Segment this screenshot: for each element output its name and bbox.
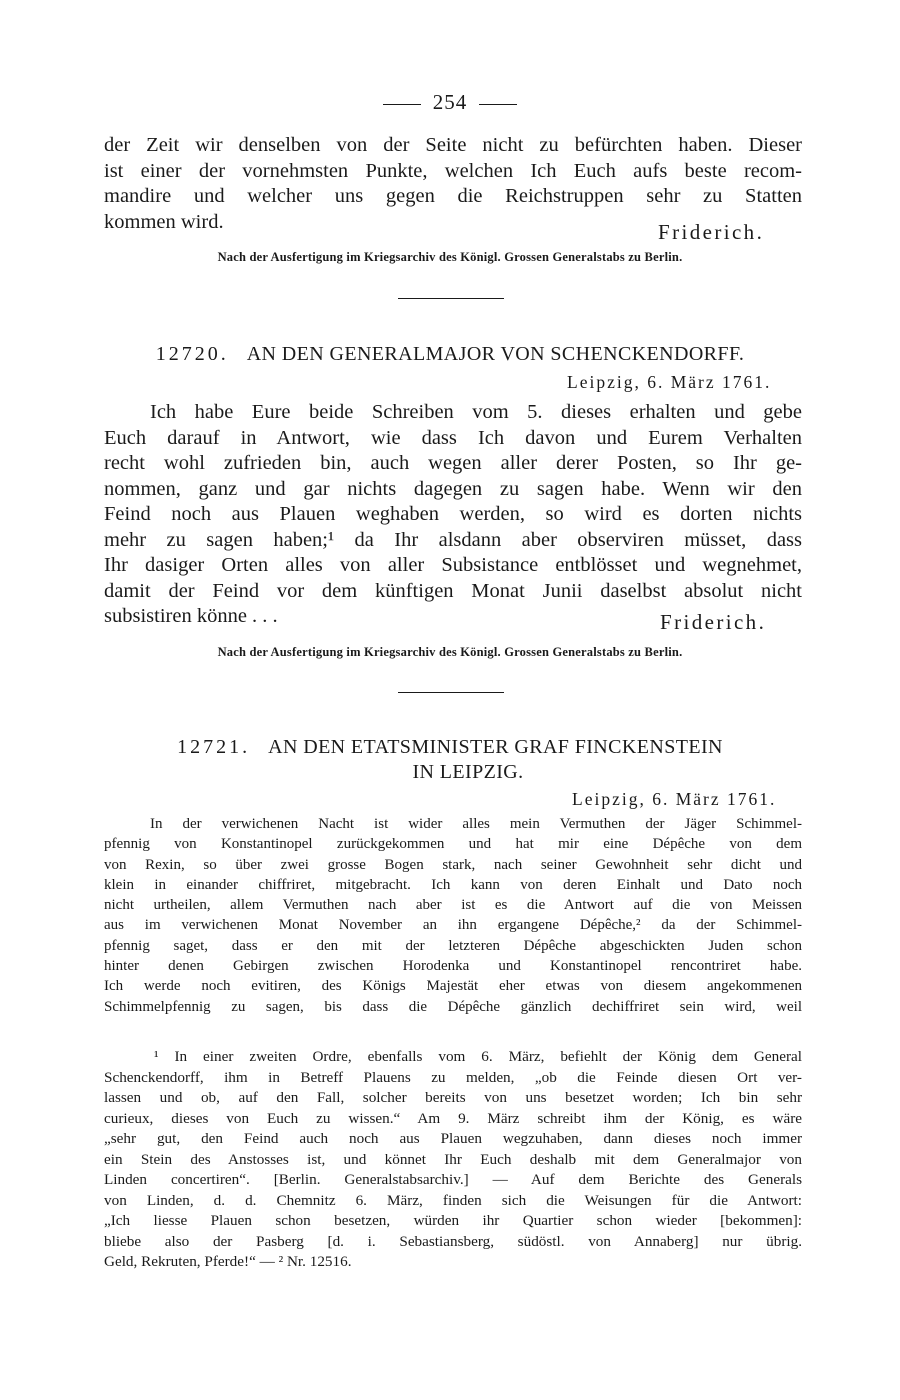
footnote-line: ¹ In einer zweiten Ordre, ebenfalls vom 6. März, befiehlt der König dem General	[154, 1048, 802, 1065]
footnote-line: bliebe also der Pasberg [d. i. Sebastiansberg, südöstl. von Annaberg] nur übrig.	[104, 1232, 802, 1250]
page-number	[0, 90, 900, 115]
letter2-body	[104, 814, 802, 1017]
letter1-dateline: Leipzig, 6. März 1761.	[567, 372, 772, 392]
intro-line: ist einer der vornehmsten Punkte, welchen Ich Euch aufs beste recom-	[104, 159, 802, 182]
footnote-line: Linden concertiren“. [Berlin. Generalstabsarchiv.] — Auf dem Berichte des Generals	[104, 1171, 802, 1188]
page-number-dash-right	[479, 104, 517, 105]
letter1-heading	[0, 343, 900, 366]
letter1-line: Ich habe Eure beide Schreiben vom 5. dieses erhalten und gebe	[150, 401, 802, 423]
letter2-line: aus im verwichenen Monat November an ihn ergangene Dépêche,² da der Schimmel-	[104, 917, 802, 934]
footnote-line: lassen und ob, auf den Fall, solcher bereits von uns besetzet worden; Ich bin sehr	[104, 1089, 802, 1106]
section-divider	[398, 692, 504, 693]
letter1-source-note: Nach der Ausfertigung im Kriegsarchiv des Königl. Grossen Generalstabs zu Berlin.	[217, 645, 683, 659]
page-number-text: 254	[432, 90, 468, 114]
letter2-line: In der verwichenen Nacht ist wider alles mein Vermuthen der Jäger Schimmel-	[150, 816, 802, 832]
footnote-line: „Ich liesse Plauen schon besetzen, würden ihr Quartier schon wieder [bekommen]:	[104, 1212, 802, 1229]
footnote-line: curieux, dieses von Euch zu wissen.“ Am 9. März schreibt ihm der König, es wäre	[104, 1109, 802, 1127]
letter2-number: 12721.	[177, 736, 251, 758]
letter2-line: nicht urtheilen, allem Vermuthen nach aber ist es die Antwort auf die von Meissen	[104, 897, 802, 914]
intro-line: der Zeit wir denselben von der Seite nicht zu befürchten haben. Dieser	[104, 134, 802, 156]
letter2-line: pfennig saget, dass er den mit der letzteren Dépêche abgeschickten Juden schon	[104, 937, 802, 954]
letter1-title: AN DEN GENERALMAJOR VON SCHENCKENDORFF.	[246, 343, 745, 365]
letter2-line: von Rexin, so über zwei grosse Bogen stark, nach seiner Gewohnheit sehr dicht und	[104, 856, 802, 873]
letter1-line: subsistiren könne . . .	[104, 605, 278, 627]
page-number-dash-left	[383, 104, 421, 105]
letter2-heading	[0, 736, 900, 759]
footnote-line: Geld, Rekruten, Pferde!“ — ² Nr. 12516.	[104, 1253, 352, 1270]
footnote-line: Schenckendorff, ihm in Betreff Plauens zu melden, „ob die Feinde diesen Ort ver-	[104, 1068, 802, 1086]
intro-source-note: Nach der Ausfertigung im Kriegsarchiv des Königl. Grossen Generalstabs zu Berlin.	[217, 250, 683, 264]
letter2-dateline: Leipzig, 6. März 1761.	[572, 789, 777, 809]
footnotes	[104, 1047, 802, 1273]
letter2-line: pfennig von Konstantinopel zurückgekommen und hat mir eine Dépêche von dem	[104, 836, 802, 853]
intro-line: kommen wird.	[104, 210, 224, 233]
letter1-line: nommen, ganz und gar nichts dagegen zu sagen habe. Wenn wir den	[104, 477, 802, 500]
intro-signature: Friderich.	[658, 220, 765, 244]
section-divider	[398, 298, 504, 299]
letter1-line: recht wohl zufrieden bin, auch wegen aller derer Posten, so Ihr ge-	[104, 452, 802, 474]
letter1-signature: Friderich.	[660, 610, 767, 634]
letter2-title-line1: AN DEN ETATSMINISTER GRAF FINCKENSTEIN	[268, 736, 723, 758]
letter2-line: hinter denen Gebirgen zwischen Horodenka und Konstantinopel rencontriret habe.	[104, 958, 802, 975]
letter1-line: mehr zu sagen haben;¹ da Ihr alsdann aber observiren müsset, dass	[104, 528, 802, 551]
footnote-line: „sehr gut, den Feind auch noch aus Plauen wegzuhaben, dann dieses noch immer	[104, 1130, 802, 1147]
letter2-heading-line2	[0, 761, 900, 784]
letter2-line: Schimmelpfennig zu sagen, bis dass die Dépêche gänzlich dechiffriret sein wird, weil	[104, 998, 802, 1015]
letter1-line: Ihr dasiger Orten alles von aller Subsistance entblösset und wegnehmet,	[104, 554, 802, 576]
intro-line: mandire und welcher uns gegen die Reichstruppen sehr zu Statten	[104, 185, 802, 207]
letter1-number: 12720.	[155, 343, 229, 365]
footnote-line: ein Stein des Anstosses ist, und könnet Ihr Euch deshalb mit dem Generalmajor von	[104, 1150, 802, 1168]
letter1-line: Euch darauf in Antwort, wie dass Ich davon und Eurem Verhalten	[104, 426, 802, 449]
letter1-line: damit der Feind vor dem künftigen Monat Junii daselbst absolut nicht	[104, 579, 802, 602]
letter1-body	[104, 400, 802, 630]
letter2-line: Ich werde noch evitiren, des Königs Majestät eher etwas von diesem angekommenen	[104, 978, 802, 995]
letter2-title-line2: IN LEIPZIG.	[412, 761, 524, 783]
letter2-line: klein in einander chiffriret, mitgebracht. Ich kann von deren Einhalt und Dato noch	[104, 876, 802, 893]
letter1-line: Feind noch aus Plauen weghaben werden, so wird es dorten nichts	[104, 503, 802, 525]
footnote-line: von Linden, d. d. Chemnitz 6. März, finden sich die Weisungen für die Antwort:	[104, 1191, 802, 1209]
